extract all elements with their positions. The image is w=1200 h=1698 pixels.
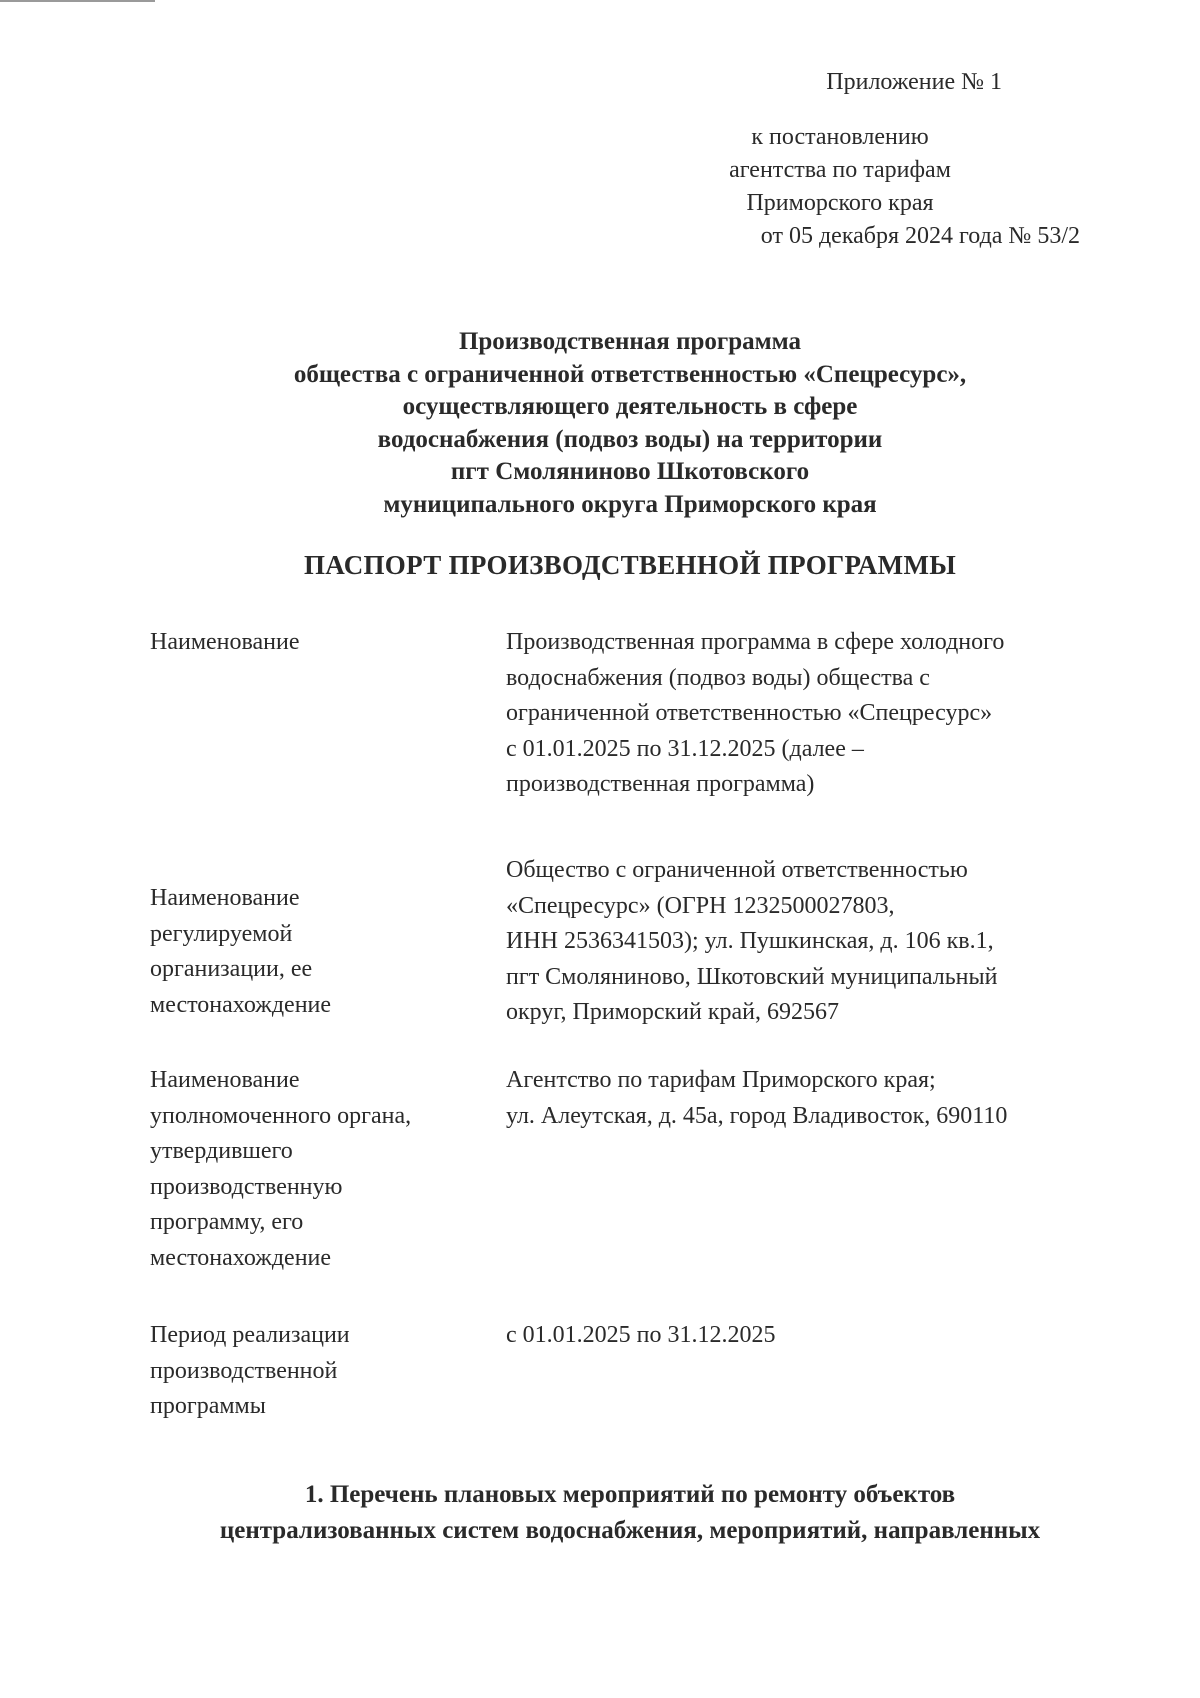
passport-row-period [150, 1318, 1110, 1478]
value-line: ул. Алеутская, д. 45а, город Владивосток, 690110 [506, 1102, 1008, 1129]
value-line: водоснабжения (подвоз воды) общества с [506, 664, 930, 691]
label-line: организации, ее [150, 956, 313, 982]
label-line: производственную [150, 1173, 343, 1200]
passport-row-value [500, 625, 1110, 853]
approval-line: Приморского края [746, 190, 934, 216]
section-1-heading [130, 1477, 1130, 1549]
value-line: ограниченной ответственностью «Спецресурс» [506, 700, 993, 726]
value-line: Общество с ограниченной ответственностью [506, 857, 968, 883]
title-line: осуществляющего деятельность в сфере [402, 393, 858, 420]
passport-table [150, 625, 1110, 1478]
label-line: Наименование [150, 1067, 300, 1093]
document-title [130, 326, 1130, 521]
title-line: Производственная программа [458, 328, 802, 355]
value-line: Агентство по тарифам Приморского края; [506, 1067, 936, 1093]
title-line: пгт Смоляниново Шкотовского [450, 458, 810, 485]
value-line: производственная программа) [506, 771, 815, 797]
title-line: общества с ограниченной ответственностью «Спецресурс», [293, 360, 967, 388]
value-line: с 01.01.2025 по 31.12.2025 [506, 1322, 776, 1348]
approval-line: к постановлению [751, 124, 929, 150]
passport-row-organization [150, 853, 1110, 1063]
passport-heading: ПАСПОРТ ПРОИЗВОДСТВЕННОЙ ПРОГРАММЫ [303, 550, 957, 580]
value-line: округ, Приморский край, 692567 [506, 999, 839, 1025]
passport-row-value [500, 1318, 1110, 1478]
passport-row-label [150, 1318, 500, 1478]
title-line: муниципального округа Приморского края [383, 490, 877, 518]
section-heading-line: 1. Перечень плановых мероприятий по ремонту объектов [304, 1481, 956, 1508]
passport-row-value [500, 853, 1110, 1063]
label-line: местонахождение [150, 1244, 332, 1271]
appendix-number: Приложение № 1 [826, 69, 1002, 95]
label-line: Наименование [150, 885, 300, 911]
approval-block [600, 66, 1080, 253]
label-line: уполномоченного органа, [150, 1102, 412, 1129]
label-line: программу, его [150, 1209, 304, 1235]
passport-row-label [150, 625, 500, 853]
passport-row-authority [150, 1063, 1110, 1318]
label-line: местонахождение [150, 991, 332, 1018]
value-line: пгт Смоляниново, Шкотовский муниципальный [506, 963, 998, 990]
label-line: регулируемой [150, 920, 293, 947]
label-line: производственной [150, 1357, 338, 1384]
passport-row-label [150, 853, 500, 1063]
passport-row-name [150, 625, 1110, 853]
label-line: программы [150, 1393, 266, 1419]
passport-row-value [500, 1063, 1110, 1318]
value-line: «Спецресурс» (ОГРН 1232500027803, [506, 892, 895, 919]
approval-date-line: от 05 декабря 2024 года № 53/2 [760, 223, 1080, 249]
value-line: с 01.01.2025 по 31.12.2025 (далее – [506, 735, 864, 762]
section-heading-line: централизованных систем водоснабжения, мероприятий, направленных [219, 1517, 1041, 1544]
label-line: утвердившего [150, 1138, 293, 1164]
passport-row-label [150, 1063, 500, 1318]
label-line: Период реализации [150, 1322, 350, 1348]
scan-edge-mark [0, 0, 155, 2]
approval-line: агентства по тарифам [729, 157, 951, 183]
title-line: водоснабжения (подвоз воды) на территории [377, 425, 883, 453]
label-line: Наименование [150, 629, 300, 655]
value-line: ИНН 2536341503); ул. Пушкинская, д. 106 кв.1, [506, 928, 994, 954]
value-line: Производственная программа в сфере холодного [506, 629, 1005, 655]
